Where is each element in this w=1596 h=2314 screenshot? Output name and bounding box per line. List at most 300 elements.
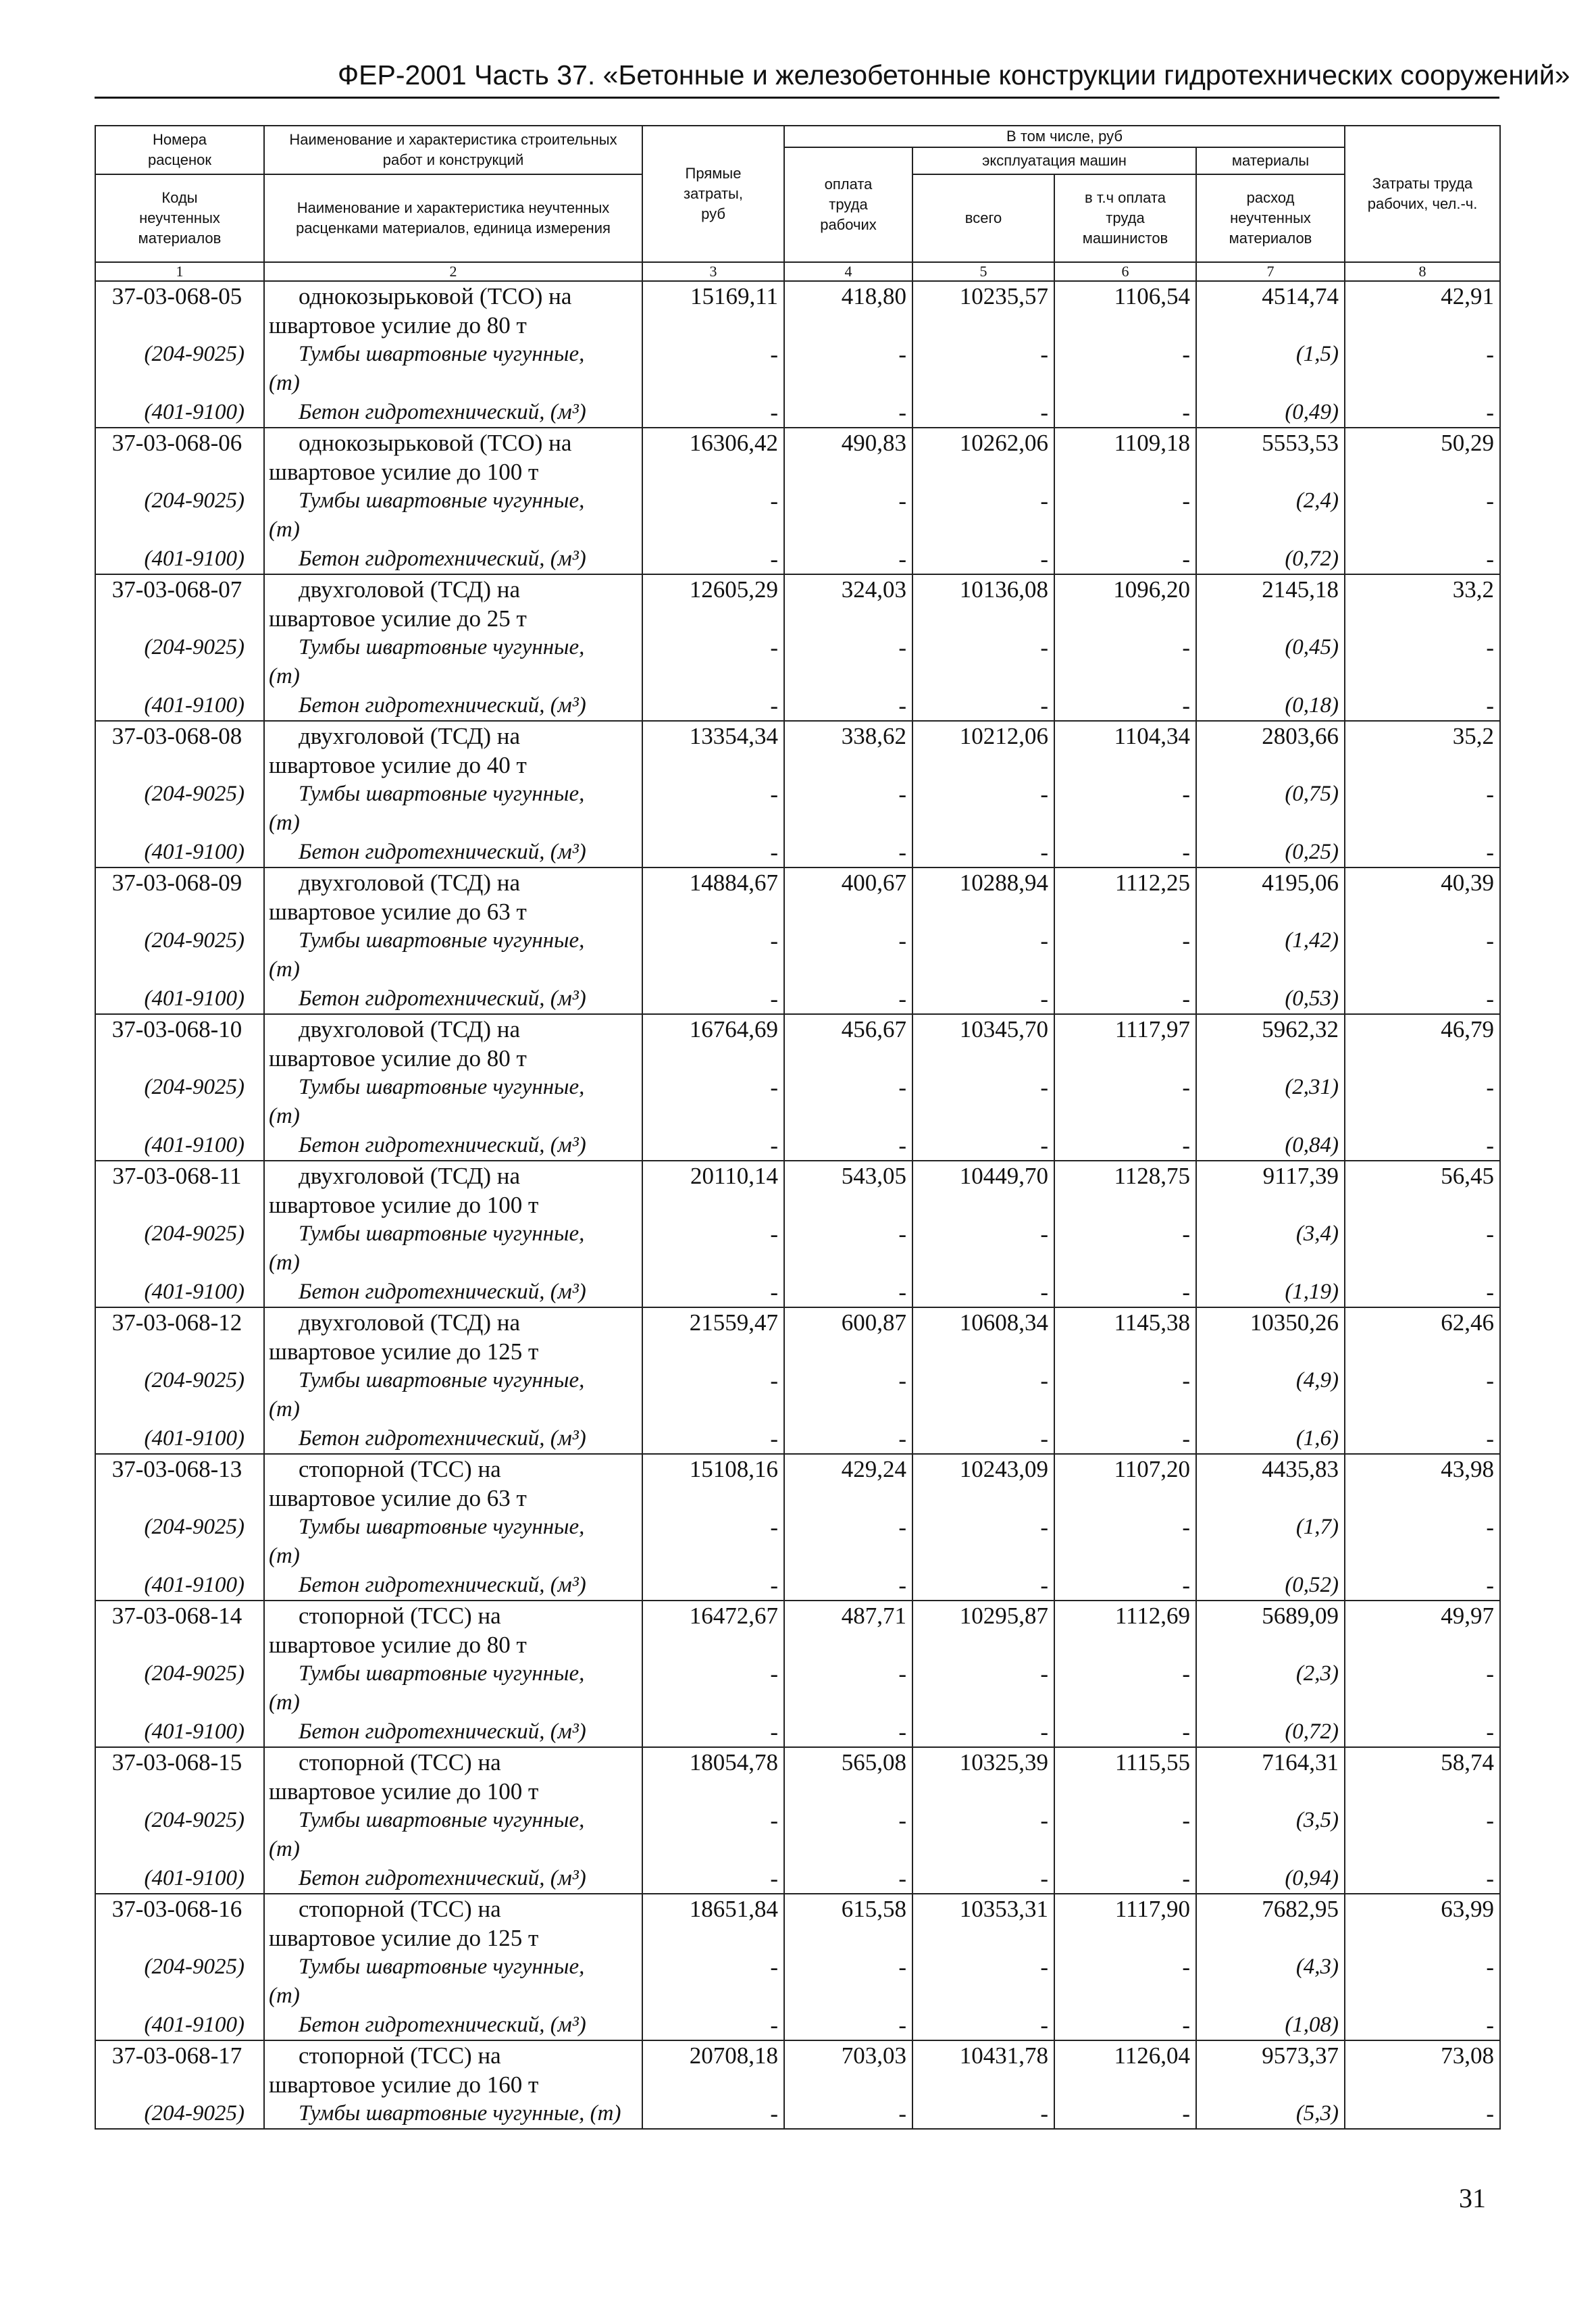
dash: - [1040, 1865, 1048, 1892]
dash: - [1040, 985, 1048, 1012]
dash: - [1182, 1718, 1190, 1745]
material-code-concrete: (401-9100) [144, 546, 244, 571]
material-name-concrete: Бетон гидротехнический, (м³) [299, 399, 586, 424]
dash: - [770, 2100, 778, 2127]
dash: - [1040, 692, 1048, 719]
dash: - [898, 1807, 906, 1834]
spacer [1055, 1484, 1190, 1513]
material-code-bollard: (204-9025) [144, 1807, 244, 1832]
spacer [643, 1249, 778, 1278]
dash: - [1182, 692, 1190, 719]
work-name: однокозырьковой (ТСО) на [299, 429, 572, 456]
dash: - [1182, 1367, 1190, 1394]
material-name-concrete: Бетон гидротехнический, (м³) [299, 1865, 586, 1890]
rate-record-row [95, 867, 1500, 1014]
dash: - [770, 1865, 778, 1892]
spacer [913, 1982, 1048, 2011]
spacer [785, 1044, 906, 1073]
value-machinist: 1106,54 [1114, 282, 1190, 309]
dash: - [1040, 1807, 1048, 1834]
spacer [785, 1102, 906, 1131]
spacer [96, 662, 244, 691]
spacer [913, 515, 1048, 545]
value-machinist: 1112,69 [1114, 1602, 1190, 1629]
material-unit-bollard: (т) [269, 1836, 300, 1861]
dash: - [1486, 1074, 1495, 1101]
spacer [913, 369, 1048, 398]
value-materials: 10350,26 [1250, 1309, 1339, 1336]
work-name-cont: швартовое усилие до 80 т [269, 1631, 527, 1658]
spacer [785, 2070, 906, 2099]
material-name-bollard: Тумбы швартовные чугунные, [299, 634, 585, 659]
spacer [785, 1688, 906, 1717]
spacer [1055, 604, 1190, 633]
dash: - [1040, 1953, 1048, 1980]
material-name-bollard: Тумбы швартовные чугунные, [299, 488, 585, 513]
material-unit-bollard: (т) [269, 1250, 300, 1275]
dash: - [1182, 985, 1190, 1012]
dash: - [1040, 927, 1048, 954]
rate-code: 37-03-068-15 [111, 1749, 242, 1776]
material-code-bollard: (204-9025) [144, 1074, 244, 1099]
dash: - [770, 545, 778, 572]
col-head-direct: Прямые затраты, руб [642, 126, 784, 262]
spacer [643, 1484, 778, 1513]
material-code-concrete: (401-9100) [144, 839, 244, 864]
spacer [1055, 1542, 1190, 1571]
value-labor: 43,98 [1441, 1455, 1495, 1482]
spacer [1055, 311, 1190, 340]
work-name-cont: швартовое усилие до 63 т [269, 898, 527, 925]
rate-code: 37-03-068-16 [111, 1895, 242, 1922]
spacer [1345, 1630, 1494, 1659]
material-code-bollard: (204-9025) [144, 488, 244, 513]
value-labor: 33,2 [1452, 576, 1495, 603]
dash: - [770, 1807, 778, 1834]
rate-code: 37-03-068-10 [111, 1015, 242, 1042]
spacer [1345, 1102, 1494, 1131]
dash: - [1182, 1865, 1190, 1892]
dash: - [1040, 1367, 1048, 1394]
value-bollard: (1,5) [1295, 341, 1339, 366]
spacer [1055, 1337, 1190, 1366]
col-head-machines: эксплуатация машин [912, 147, 1196, 174]
spacer [643, 897, 778, 926]
spacer [913, 1484, 1048, 1513]
dash: - [1182, 399, 1190, 426]
dash: - [1040, 2011, 1048, 2038]
dash: - [1486, 1367, 1495, 1394]
dash: - [770, 1220, 778, 1247]
rate-code: 37-03-068-09 [111, 869, 242, 896]
spacer [1197, 1923, 1339, 1953]
material-code-bollard: (204-9025) [144, 1221, 244, 1246]
spacer [1055, 1630, 1190, 1659]
spacer [96, 1542, 244, 1571]
spacer [1197, 1337, 1339, 1366]
dash: - [1040, 780, 1048, 807]
col-head-materials-use: расход неучтенных материалов [1196, 174, 1345, 262]
spacer [1345, 897, 1494, 926]
dash: - [1182, 1132, 1190, 1159]
work-name-cont: швартовое усилие до 100 т [269, 1778, 539, 1805]
spacer [96, 1923, 244, 1953]
spacer [785, 1982, 906, 2011]
material-unit-bollard: (т) [269, 957, 300, 982]
dash: - [1486, 634, 1495, 661]
value-materials: 9117,39 [1262, 1162, 1339, 1189]
spacer [913, 311, 1048, 340]
dash: - [770, 1278, 778, 1305]
value-wages: 400,67 [841, 869, 906, 896]
col-head-labor: Затраты труда рабочих, чел.-ч. [1345, 126, 1500, 262]
spacer [785, 955, 906, 984]
material-unit-bollard: (т) [269, 810, 300, 835]
col-head-code-bottom: Коды неучтенных материалов [95, 174, 264, 262]
material-name-concrete: Бетон гидротехнический, (м³) [299, 693, 586, 718]
dash: - [1040, 1718, 1048, 1745]
material-code-concrete: (401-9100) [144, 1572, 244, 1597]
dash: - [898, 838, 906, 865]
dash: - [1182, 927, 1190, 954]
spacer [1197, 515, 1339, 545]
spacer [643, 1835, 778, 1864]
spacer [1345, 1337, 1494, 1366]
value-machinist: 1112,25 [1114, 869, 1190, 896]
value-wages: 487,71 [841, 1602, 906, 1629]
spacer [913, 604, 1048, 633]
dash: - [770, 1571, 778, 1599]
dash: - [1182, 634, 1190, 661]
spacer [1345, 369, 1494, 398]
rate-code: 37-03-068-12 [111, 1309, 242, 1336]
value-materials: 7682,95 [1262, 1895, 1339, 1922]
spacer [643, 1542, 778, 1571]
material-code-concrete: (401-9100) [144, 693, 244, 718]
rate-record-row [95, 1014, 1500, 1161]
rate-record-row [95, 1454, 1500, 1601]
spacer [1345, 1777, 1494, 1806]
dash: - [770, 1074, 778, 1101]
value-bollard: (2,4) [1295, 488, 1339, 513]
spacer [1345, 515, 1494, 545]
spacer [96, 1044, 244, 1073]
dash: - [1486, 341, 1495, 368]
spacer [643, 2070, 778, 2099]
spacer [643, 1777, 778, 1806]
material-unit-bollard: (т) [269, 517, 300, 542]
spacer [1345, 955, 1494, 984]
dash: - [1486, 1660, 1495, 1687]
value-concrete: (0,72) [1285, 1719, 1339, 1744]
material-name-bollard: Тумбы швартовные чугунные, [299, 781, 585, 806]
spacer [785, 1395, 906, 1424]
value-materials: 2145,18 [1262, 576, 1339, 603]
dash: - [898, 692, 906, 719]
material-code-bollard: (204-9025) [144, 2101, 244, 2126]
dash: - [898, 1132, 906, 1159]
rate-record-row [95, 1161, 1500, 1307]
dash: - [1182, 838, 1190, 865]
value-labor: 58,74 [1441, 1749, 1495, 1776]
value-materials: 4195,06 [1262, 869, 1339, 896]
value-wages: 338,62 [841, 722, 906, 749]
spacer [1197, 1395, 1339, 1424]
spacer [1345, 1542, 1494, 1571]
value-concrete: (0,25) [1285, 839, 1339, 864]
spacer [643, 311, 778, 340]
dash: - [898, 1660, 906, 1687]
value-wages: 543,05 [841, 1162, 906, 1189]
spacer [1055, 457, 1190, 486]
value-wages: 429,24 [841, 1455, 906, 1482]
dash: - [770, 780, 778, 807]
spacer [785, 604, 906, 633]
value-direct: 15169,11 [690, 282, 778, 309]
spacer [96, 751, 244, 780]
value-bollard: (4,9) [1295, 1367, 1339, 1392]
page-header-title: ФЕР-2001 Часть 37. «Бетонные и железобетонные конструкции гидротехнических сооружений» [338, 59, 1570, 91]
value-materials: 4435,83 [1262, 1455, 1339, 1482]
work-name-cont: швартовое усилие до 63 т [269, 1484, 527, 1511]
value-labor: 46,79 [1441, 1015, 1495, 1042]
material-name-bollard: Тумбы швартовные чугунные, [299, 1807, 585, 1832]
material-code-concrete: (401-9100) [144, 1426, 244, 1451]
work-name-cont: швартовое усилие до 40 т [269, 751, 527, 778]
col-num: 7 [1196, 262, 1345, 281]
value-labor: 62,46 [1441, 1309, 1495, 1336]
spacer [785, 311, 906, 340]
rate-code: 37-03-068-17 [111, 2042, 242, 2069]
value-labor: 73,08 [1441, 2042, 1495, 2069]
material-name-concrete: Бетон гидротехнический, (м³) [299, 1572, 586, 1597]
material-name-bollard: Тумбы швартовные чугунные, (т) [299, 2101, 621, 2126]
dash: - [1182, 2100, 1190, 2127]
spacer [913, 1777, 1048, 1806]
value-wages: 456,67 [841, 1015, 906, 1042]
rate-record-row [95, 1747, 1500, 1894]
rate-record-row [95, 1601, 1500, 1747]
spacer [1197, 604, 1339, 633]
rate-record-row [95, 721, 1500, 867]
dash: - [898, 341, 906, 368]
spacer [1055, 1688, 1190, 1717]
spacer [913, 1044, 1048, 1073]
spacer [1055, 751, 1190, 780]
dash: - [770, 487, 778, 514]
col-num: 8 [1345, 262, 1500, 281]
spacer [643, 1630, 778, 1659]
value-direct: 12605,29 [689, 576, 778, 603]
work-name-cont: швартовое усилие до 125 т [269, 1924, 539, 1951]
dash: - [1486, 1718, 1495, 1745]
dash: - [1486, 692, 1495, 719]
dash: - [898, 1220, 906, 1247]
material-code-bollard: (204-9025) [144, 928, 244, 953]
material-name-bollard: Тумбы швартовные чугунные, [299, 1661, 585, 1686]
dash: - [898, 1571, 906, 1599]
spacer [643, 1982, 778, 2011]
dash: - [1182, 1953, 1190, 1980]
value-concrete: (1,08) [1285, 2012, 1339, 2037]
dash: - [1040, 1132, 1048, 1159]
material-name-concrete: Бетон гидротехнический, (м³) [299, 839, 586, 864]
dash: - [1040, 341, 1048, 368]
dash: - [1486, 2100, 1495, 2127]
dash: - [1486, 1865, 1495, 1892]
spacer [785, 751, 906, 780]
spacer [1197, 1484, 1339, 1513]
material-code-concrete: (401-9100) [144, 2012, 244, 2037]
value-concrete: (0,49) [1285, 399, 1339, 424]
dash: - [1486, 1132, 1495, 1159]
work-name: двухголовой (ТСД) на [299, 722, 521, 749]
dash: - [1486, 1571, 1495, 1599]
spacer [643, 1923, 778, 1953]
spacer [1197, 897, 1339, 926]
value-machinist: 1104,34 [1114, 722, 1190, 749]
spacer [913, 1923, 1048, 1953]
spacer [785, 897, 906, 926]
value-bollard: (0,75) [1285, 781, 1339, 806]
material-code-bollard: (204-9025) [144, 1954, 244, 1979]
col-num: 4 [784, 262, 912, 281]
work-name-cont: швартовое усилие до 100 т [269, 458, 539, 485]
spacer [1197, 1777, 1339, 1806]
spacer [1345, 1395, 1494, 1424]
dash: - [898, 780, 906, 807]
value-wages: 703,03 [841, 2042, 906, 2069]
material-name-concrete: Бетон гидротехнический, (м³) [299, 1279, 586, 1304]
spacer [1055, 1044, 1190, 1073]
dash: - [898, 1513, 906, 1540]
material-name-concrete: Бетон гидротехнический, (м³) [299, 546, 586, 571]
spacer [643, 809, 778, 838]
spacer [96, 1484, 244, 1513]
dash: - [770, 985, 778, 1012]
value-bollard: (2,3) [1295, 1661, 1339, 1686]
work-name-cont: швартовое усилие до 160 т [269, 2071, 539, 2098]
material-unit-bollard: (т) [269, 1543, 300, 1568]
dash: - [1040, 2100, 1048, 2127]
rate-record-row [95, 428, 1500, 574]
value-machinist: 1117,90 [1114, 1895, 1190, 1922]
spacer [1055, 955, 1190, 984]
dash: - [1486, 780, 1495, 807]
spacer [1345, 457, 1494, 486]
value-machines: 10353,31 [959, 1895, 1048, 1922]
value-machinist: 1126,04 [1114, 2042, 1190, 2069]
value-concrete: (0,18) [1285, 693, 1339, 718]
dash: - [1486, 1807, 1495, 1834]
value-labor: 63,99 [1441, 1895, 1495, 1922]
spacer [1055, 1777, 1190, 1806]
spacer [1197, 1542, 1339, 1571]
material-code-concrete: (401-9100) [144, 1865, 244, 1890]
spacer [96, 2070, 244, 2099]
value-wages: 490,83 [841, 429, 906, 456]
work-name-cont: швартовое усилие до 100 т [269, 1191, 539, 1218]
work-name: стопорной (ТСС) на [299, 1749, 501, 1776]
spacer [785, 809, 906, 838]
spacer [643, 1688, 778, 1717]
dash: - [898, 1718, 906, 1745]
spacer [913, 1102, 1048, 1131]
value-machinist: 1145,38 [1114, 1309, 1190, 1336]
material-name-bollard: Тумбы швартовные чугунные, [299, 1954, 585, 1979]
work-name: однокозырьковой (ТСО) на [299, 282, 572, 309]
material-unit-bollard: (т) [269, 1103, 300, 1128]
col-head-wages: оплата труда рабочих [784, 147, 912, 262]
dash: - [1040, 634, 1048, 661]
spacer [913, 809, 1048, 838]
spacer [1055, 1835, 1190, 1864]
dash: - [1182, 2011, 1190, 2038]
work-name: двухголовой (ТСД) на [299, 1015, 521, 1042]
spacer [1197, 311, 1339, 340]
value-machines: 10449,70 [959, 1162, 1048, 1189]
dash: - [898, 1074, 906, 1101]
value-materials: 7164,31 [1262, 1749, 1339, 1776]
material-code-concrete: (401-9100) [144, 1719, 244, 1744]
spacer [1345, 1923, 1494, 1953]
value-machines: 10608,34 [959, 1309, 1048, 1336]
spacer [1055, 1923, 1190, 1953]
spacer [785, 1835, 906, 1864]
spacer [96, 1395, 244, 1424]
material-code-concrete: (401-9100) [144, 399, 244, 424]
dash: - [1486, 1513, 1495, 1540]
dash: - [898, 1278, 906, 1305]
work-name: двухголовой (ТСД) на [299, 576, 521, 603]
value-bollard: (0,45) [1285, 634, 1339, 659]
spacer [96, 604, 244, 633]
value-bollard: (1,42) [1285, 928, 1339, 953]
material-code-bollard: (204-9025) [144, 1661, 244, 1686]
value-concrete: (0,94) [1285, 1865, 1339, 1890]
col-head-code-top: Номера расценок [95, 126, 264, 174]
value-concrete: (0,53) [1285, 986, 1339, 1011]
dash: - [898, 634, 906, 661]
value-wages: 615,58 [841, 1895, 906, 1922]
value-machinist: 1096,20 [1113, 576, 1190, 603]
value-machines: 10243,09 [959, 1455, 1048, 1482]
work-name: двухголовой (ТСД) на [299, 1309, 521, 1336]
value-bollard: (3,5) [1295, 1807, 1339, 1832]
material-unit-bollard: (т) [269, 1983, 300, 2008]
rate-code: 37-03-068-14 [111, 1602, 242, 1629]
spacer [1345, 1190, 1494, 1219]
spacer [785, 1337, 906, 1366]
work-name: двухголовой (ТСД) на [299, 869, 521, 896]
dash: - [1486, 1425, 1495, 1452]
value-machinist: 1107,20 [1114, 1455, 1190, 1482]
dash: - [898, 927, 906, 954]
material-name-bollard: Тумбы швартовные чугунные, [299, 1221, 585, 1246]
spacer [643, 604, 778, 633]
material-name-bollard: Тумбы швартовные чугунные, [299, 928, 585, 953]
spacer [96, 1688, 244, 1717]
rate-code: 37-03-068-08 [111, 722, 242, 749]
spacer [643, 1395, 778, 1424]
material-code-bollard: (204-9025) [144, 1367, 244, 1392]
dash: - [1182, 1074, 1190, 1101]
dash: - [1182, 1220, 1190, 1247]
spacer [1197, 955, 1339, 984]
rate-code: 37-03-068-06 [111, 429, 242, 456]
dash: - [770, 2011, 778, 2038]
dash: - [770, 341, 778, 368]
